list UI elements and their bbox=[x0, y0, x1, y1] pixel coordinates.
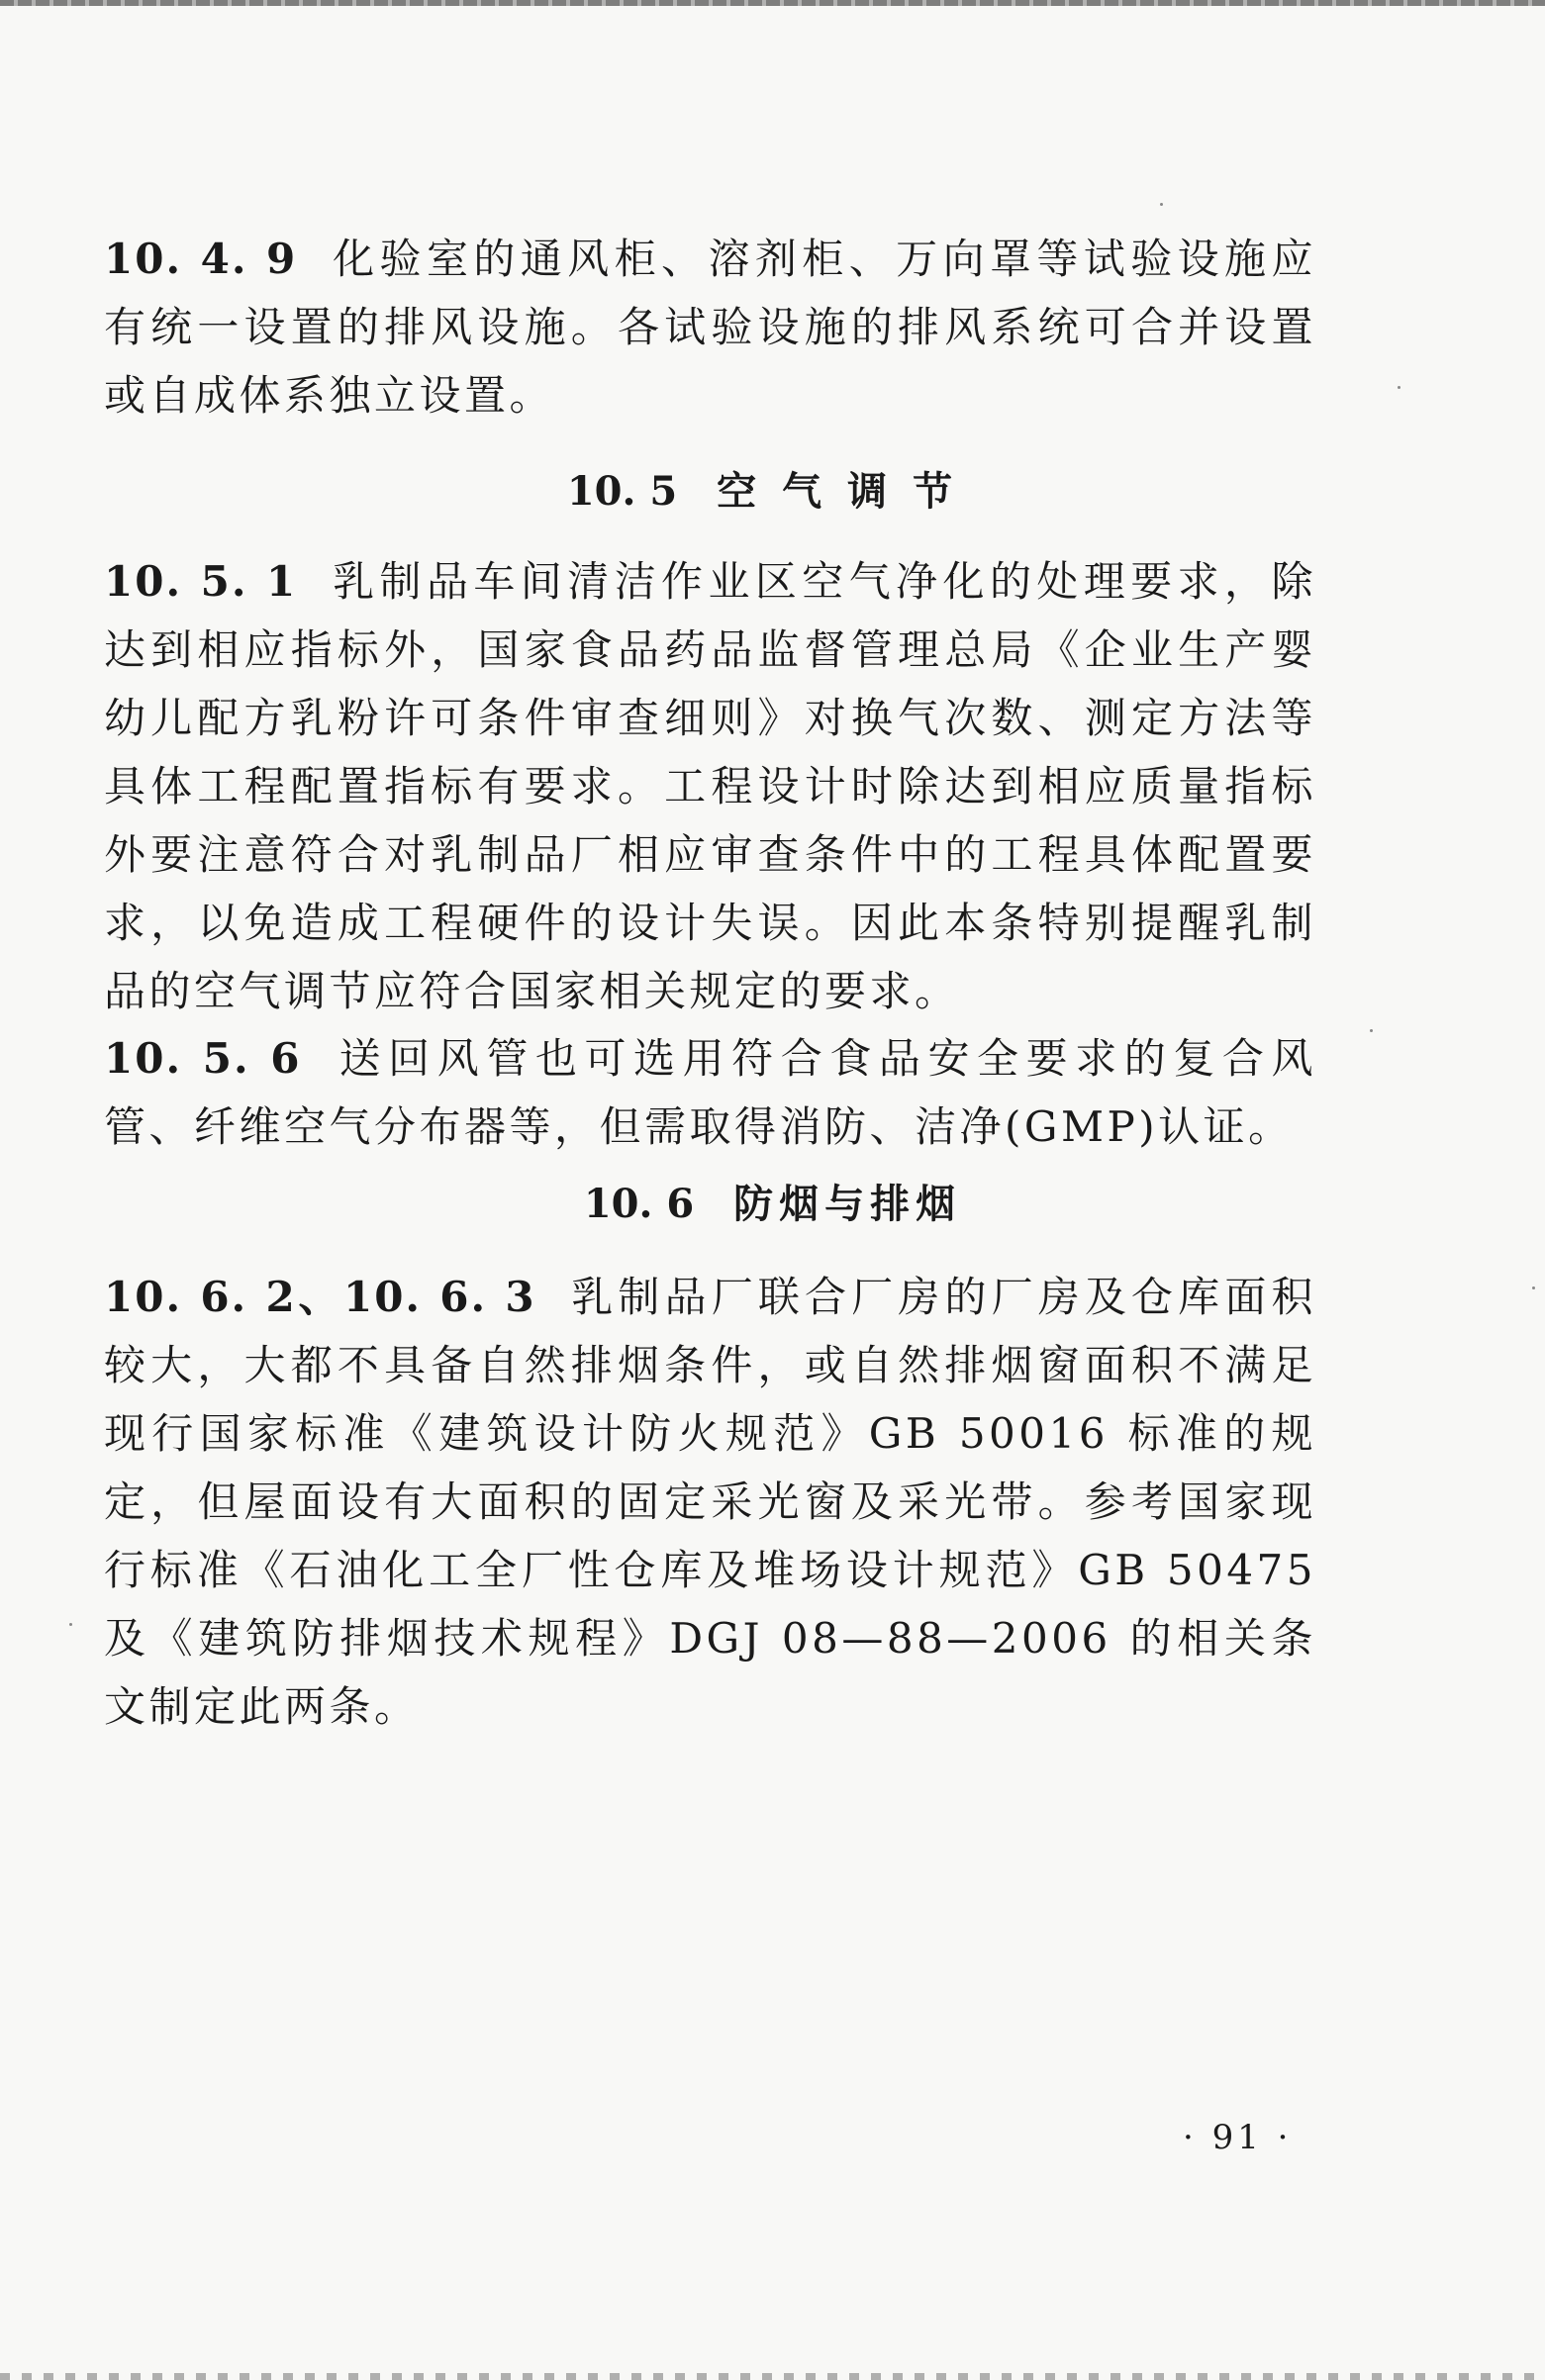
scan-edge-top bbox=[0, 0, 1545, 6]
clause-text: 送回风管也可选用符合食品安全要求的复合风管、纤维空气分布器等，但需取得消防、洁净(GMP)认证。 bbox=[104, 1034, 1316, 1151]
clause-text: 乳制品厂联合厂房的厂房及仓库面积较大，大都不具备自然排烟条件，或自然排烟窗面积不满足现行国家标准《建筑设计防火规范》GB 50016 标准的规定，但屋面设有大面积的固定采光窗及采光带。参考国家现行标准《石油化工全厂性仓库及堆场设计规范》GB 50475 及《建筑防排烟技术规程》DGJ 08—88—2006 的相关条文制定此两条。 bbox=[104, 1273, 1316, 1731]
page-number: · 91 · bbox=[1183, 2118, 1293, 2157]
clause-number: 10. 6. 2、10. 6. 3 bbox=[104, 1273, 536, 1321]
clause-10-5-6 bbox=[104, 1024, 1316, 1161]
section-number: 10. 5 bbox=[566, 468, 678, 515]
scan-speck bbox=[69, 1623, 72, 1626]
scan-speck bbox=[1160, 203, 1163, 206]
clause-text: 乳制品车间清洁作业区空气净化的处理要求，除达到相应指标外，国家食品药品监督管理总局《企业生产婴幼儿配方乳粉许可条件审查细则》对换气次数、测定方法等具体工程配置指标有要求。工程设计时除达到相应质量指标外要注意符合对乳制品厂相应审查条件中的工程具体配置要求，以免造成工程硬件的设计失误。因此本条特别提醒乳制品的空气调节应符合国家相关规定的要求。 bbox=[104, 557, 1316, 1015]
clause-10-5-1 bbox=[104, 547, 1316, 1025]
scan-edge-bottom bbox=[0, 2373, 1545, 2380]
section-number: 10. 6 bbox=[583, 1181, 695, 1227]
section-heading-10-5 bbox=[0, 460, 1545, 517]
section-title: 空气调节 bbox=[717, 469, 979, 515]
section-title: 防烟与排烟 bbox=[733, 1182, 962, 1227]
clause-number: 10. 5. 1 bbox=[104, 557, 298, 606]
scan-speck bbox=[1370, 1029, 1373, 1032]
clause-text: 化验室的通风柜、溶剂柜、万向罩等试验设施应有统一设置的排风设施。各试验设施的排风系统可合并设置或自成体系独立设置。 bbox=[104, 235, 1316, 420]
clause-10-4-9 bbox=[104, 225, 1316, 429]
scan-speck bbox=[1532, 1286, 1535, 1289]
section-heading-10-6 bbox=[0, 1173, 1545, 1229]
clause-number: 10. 4. 9 bbox=[104, 235, 298, 283]
clause-number: 10. 5. 6 bbox=[104, 1034, 302, 1083]
scan-speck bbox=[1398, 386, 1400, 389]
clause-10-6-2-3 bbox=[104, 1263, 1316, 1741]
